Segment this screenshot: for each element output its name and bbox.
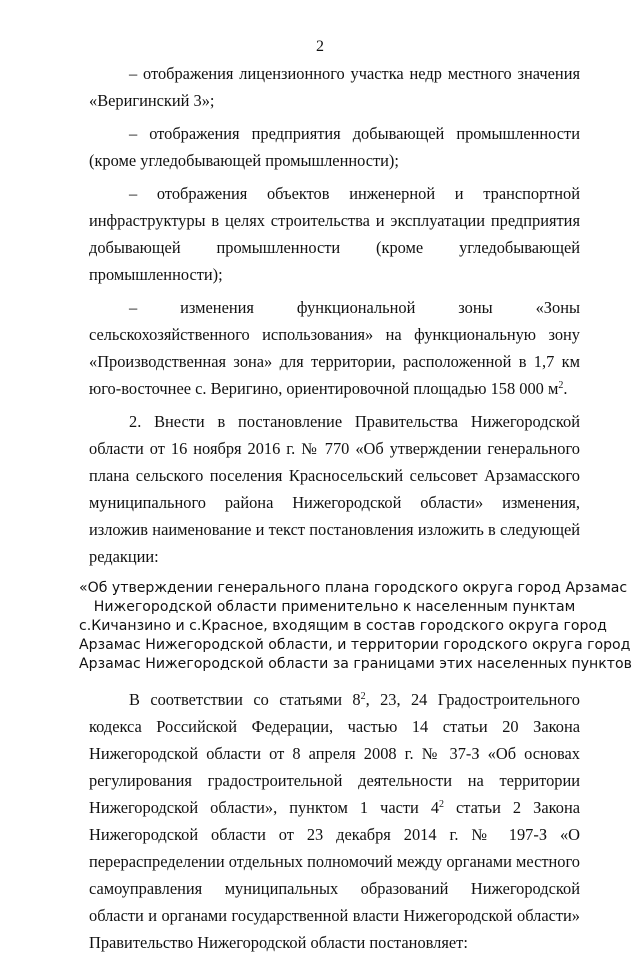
- quote-line: Арзамас Нижегородской области, и территории городского округа город: [79, 637, 631, 653]
- paragraph-mining-enterprise: – отображения предприятия добывающей промышленности (кроме угледобывающей промышленности);: [89, 124, 580, 170]
- paragraph-zone-change: [89, 294, 580, 402]
- paragraph-infrastructure: – отображения объектов инженерной и транспортной инфраструктуры в целях строительства и эксплуатации предприятия добывающей промышленности (кроме угледобывающей промышленности);: [89, 184, 580, 284]
- area-unit-superscript: 2: [558, 380, 564, 391]
- document-body: [79, 60, 632, 956]
- zone-change-text: – изменения функциональной зоны «Зоны сельскохозяйственного использования» на функциональную зону «Производственная зона» для территории, расположенной в 1,7 км юго-восточнее с. Веригино, ориентировочной площадью 158 000 м: [89, 298, 580, 398]
- legal-basis-part-b: , 23, 24 Градостроительного кодекса Российской Федерации, частью 14 статьи 20 Закона Нижегородской области от 8 апреля 2008 г. № 37-З «Об основах регулирования градостроительной деятельности на территории Нижегородской области», пунктом 1 части 4: [89, 690, 580, 817]
- paragraph-legal-basis: [89, 686, 580, 956]
- part-superscript: 2: [439, 799, 445, 810]
- quote-line: «Об утверждении генерального плана городского округа город Арзамас: [79, 580, 628, 596]
- legal-basis-part-c: статьи 2 Закона Нижегородской области от 23 декабря 2014 г. № 197-З «О перераспределении отдельных полномочий между органами местного самоуправления муниципальных образований Нижегородской области и органами государственной власти Нижегородской области» Правительство Нижегородской области постановляет:: [89, 798, 580, 952]
- paragraph-licensed-area: – отображения лицензионного участка недр местного значения «Веригинский 3»;: [89, 64, 580, 110]
- article-superscript: 2: [360, 691, 366, 702]
- page-number: 2: [316, 38, 324, 55]
- quote-line: с.Кичанзино и с.Красное, входящим в состав городского округа город: [79, 618, 607, 634]
- legal-basis-part-a: В соответствии со статьями 8: [129, 690, 361, 709]
- quote-line: Нижегородской области применительно к населенным пунктам: [93, 599, 576, 615]
- paragraph-amendment: 2. Внести в постановление Правительства Нижегородской области от 16 ноября 2016 г. № 770 «Об утверждении генерального плана сельского поселения Красносельский сельсовет Арзамасского муниципального района Нижегородской области» изменения, изложив наименование и текст постановления изложить в следующей редакции:: [89, 412, 580, 566]
- quoted-title: [79, 579, 632, 674]
- zone-change-end: .: [563, 379, 568, 398]
- quote-line: Арзамас Нижегородской области за границами этих населенных пунктов: [79, 656, 632, 672]
